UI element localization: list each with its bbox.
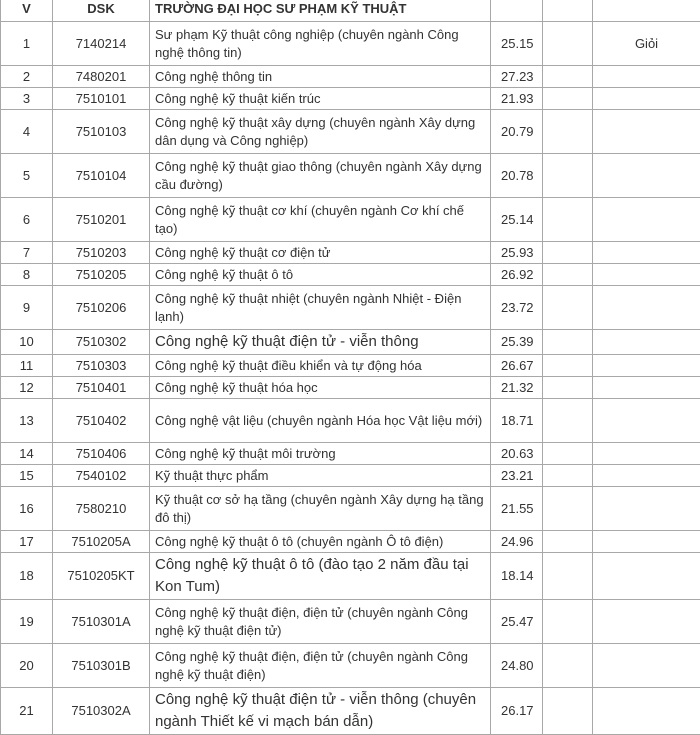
row-code: 7540102 — [53, 465, 150, 487]
header-v: V — [1, 0, 53, 22]
row-code: 7510301A — [53, 600, 150, 644]
table-row — [1, 553, 700, 600]
row-blank — [543, 264, 593, 286]
header-school: TRƯỜNG ĐẠI HỌC SƯ PHẠM KỸ THUẬT — [150, 0, 491, 22]
row-code: 7140214 — [53, 22, 150, 66]
row-note — [593, 286, 700, 330]
row-number: 21 — [1, 688, 53, 735]
row-blank — [543, 644, 593, 688]
row-blank — [543, 66, 593, 88]
row-score: 20.78 — [491, 154, 543, 198]
row-score: 23.21 — [491, 465, 543, 487]
row-major-name: Công nghệ kỹ thuật ô tô (chuyên ngành Ô tô điện) — [150, 531, 491, 553]
row-major-name: Công nghệ kỹ thuật điện, điện tử (chuyên ngành Công nghệ kỹ thuật điện) — [150, 644, 491, 688]
row-major-name: Công nghệ kỹ thuật giao thông (chuyên ngành Xây dựng cầu đường) — [150, 154, 491, 198]
table-row — [1, 355, 700, 377]
row-code: 7510402 — [53, 399, 150, 443]
row-score: 26.92 — [491, 264, 543, 286]
row-major-name: Công nghệ kỹ thuật xây dựng (chuyên ngành Xây dựng dân dụng và Công nghiệp) — [150, 110, 491, 154]
row-note — [593, 88, 700, 110]
row-number: 14 — [1, 443, 53, 465]
row-code: 7510104 — [53, 154, 150, 198]
row-code: 7510406 — [53, 443, 150, 465]
row-code: 7510303 — [53, 355, 150, 377]
row-note — [593, 330, 700, 355]
row-major-name: Công nghệ kỹ thuật môi trường — [150, 443, 491, 465]
row-blank — [543, 110, 593, 154]
row-code: 7510205KT — [53, 553, 150, 600]
row-score: 18.71 — [491, 399, 543, 443]
row-note — [593, 264, 700, 286]
row-code: 7510302A — [53, 688, 150, 735]
row-blank — [543, 443, 593, 465]
row-blank — [543, 399, 593, 443]
row-score: 24.96 — [491, 531, 543, 553]
row-score: 24.80 — [491, 644, 543, 688]
table-row — [1, 22, 700, 66]
row-number: 15 — [1, 465, 53, 487]
row-major-name: Công nghệ kỹ thuật kiến trúc — [150, 88, 491, 110]
row-blank — [543, 465, 593, 487]
table-row — [1, 66, 700, 88]
row-score: 21.32 — [491, 377, 543, 399]
row-code: 7480201 — [53, 66, 150, 88]
row-note — [593, 531, 700, 553]
row-blank — [543, 22, 593, 66]
row-note — [593, 553, 700, 600]
row-major-name: Công nghệ kỹ thuật điều khiển và tự động hóa — [150, 355, 491, 377]
row-major-name: Công nghệ kỹ thuật điện tử - viễn thông (chuyên ngành Thiết kế vi mạch bán dẫn) — [150, 688, 491, 735]
row-score: 27.23 — [491, 66, 543, 88]
row-note — [593, 487, 700, 531]
row-number: 10 — [1, 330, 53, 355]
row-number: 20 — [1, 644, 53, 688]
row-score: 21.55 — [491, 487, 543, 531]
table-row — [1, 443, 700, 465]
row-note — [593, 154, 700, 198]
row-number: 6 — [1, 198, 53, 242]
row-blank — [543, 242, 593, 264]
table-row — [1, 399, 700, 443]
row-code: 7580210 — [53, 487, 150, 531]
table-row — [1, 154, 700, 198]
table-row — [1, 88, 700, 110]
row-code: 7510301B — [53, 644, 150, 688]
row-blank — [543, 600, 593, 644]
row-number: 4 — [1, 110, 53, 154]
row-blank — [543, 88, 593, 110]
row-score: 20.79 — [491, 110, 543, 154]
row-number: 16 — [1, 487, 53, 531]
row-code: 7510101 — [53, 88, 150, 110]
row-major-name: Sư phạm Kỹ thuật công nghiệp (chuyên ngành Công nghệ thông tin) — [150, 22, 491, 66]
row-score: 26.17 — [491, 688, 543, 735]
header-dsk: DSK — [53, 0, 150, 22]
table-row — [1, 330, 700, 355]
row-blank — [543, 553, 593, 600]
table-row — [1, 644, 700, 688]
table-row — [1, 110, 700, 154]
row-code: 7510401 — [53, 377, 150, 399]
row-blank — [543, 286, 593, 330]
row-major-name: Công nghệ vật liệu (chuyên ngành Hóa học Vật liệu mới) — [150, 399, 491, 443]
row-score: 26.67 — [491, 355, 543, 377]
table-row — [1, 531, 700, 553]
header-blank-1 — [491, 0, 543, 22]
table-row — [1, 264, 700, 286]
row-score: 18.14 — [491, 553, 543, 600]
row-major-name: Công nghệ kỹ thuật ô tô (đào tạo 2 năm đầu tại Kon Tum) — [150, 553, 491, 600]
row-number: 13 — [1, 399, 53, 443]
row-number: 7 — [1, 242, 53, 264]
row-blank — [543, 688, 593, 735]
row-note — [593, 110, 700, 154]
row-note — [593, 355, 700, 377]
row-number: 1 — [1, 22, 53, 66]
row-note — [593, 688, 700, 735]
row-number: 19 — [1, 600, 53, 644]
row-note — [593, 465, 700, 487]
row-blank — [543, 330, 593, 355]
row-number: 11 — [1, 355, 53, 377]
row-major-name: Công nghệ kỹ thuật điện tử - viễn thông — [150, 330, 491, 355]
row-blank — [543, 377, 593, 399]
row-note — [593, 600, 700, 644]
row-note: Giỏi — [593, 22, 700, 66]
row-score: 25.93 — [491, 242, 543, 264]
row-score: 25.15 — [491, 22, 543, 66]
row-code: 7510205 — [53, 264, 150, 286]
row-blank — [543, 198, 593, 242]
row-major-name: Công nghệ kỹ thuật hóa học — [150, 377, 491, 399]
row-note — [593, 242, 700, 264]
row-major-name: Công nghệ kỹ thuật cơ điện tử — [150, 242, 491, 264]
row-note — [593, 66, 700, 88]
row-blank — [543, 531, 593, 553]
row-note — [593, 443, 700, 465]
row-note — [593, 377, 700, 399]
row-score: 23.72 — [491, 286, 543, 330]
row-number: 17 — [1, 531, 53, 553]
table-row — [1, 377, 700, 399]
row-major-name: Công nghệ thông tin — [150, 66, 491, 88]
table-row — [1, 242, 700, 264]
row-number: 9 — [1, 286, 53, 330]
table-row — [1, 198, 700, 242]
row-major-name: Công nghệ kỹ thuật ô tô — [150, 264, 491, 286]
row-code: 7510206 — [53, 286, 150, 330]
row-code: 7510203 — [53, 242, 150, 264]
table-row — [1, 688, 700, 735]
table-row — [1, 487, 700, 531]
row-blank — [543, 487, 593, 531]
table-row — [1, 465, 700, 487]
table-row — [1, 286, 700, 330]
row-number: 3 — [1, 88, 53, 110]
row-note — [593, 198, 700, 242]
row-major-name: Công nghệ kỹ thuật điện, điện tử (chuyên ngành Công nghệ kỹ thuật điện tử) — [150, 600, 491, 644]
row-note — [593, 644, 700, 688]
row-score: 21.93 — [491, 88, 543, 110]
row-score: 25.14 — [491, 198, 543, 242]
row-score: 25.47 — [491, 600, 543, 644]
row-code: 7510201 — [53, 198, 150, 242]
row-score: 20.63 — [491, 443, 543, 465]
row-code: 7510302 — [53, 330, 150, 355]
header-blank-3 — [593, 0, 700, 22]
row-code: 7510205A — [53, 531, 150, 553]
header-row — [1, 0, 700, 22]
row-number: 2 — [1, 66, 53, 88]
row-blank — [543, 154, 593, 198]
header-blank-2 — [543, 0, 593, 22]
row-major-name: Công nghệ kỹ thuật cơ khí (chuyên ngành Cơ khí chế tạo) — [150, 198, 491, 242]
row-code: 7510103 — [53, 110, 150, 154]
row-major-name: Kỹ thuật thực phẩm — [150, 465, 491, 487]
row-blank — [543, 355, 593, 377]
row-number: 12 — [1, 377, 53, 399]
row-major-name: Kỹ thuật cơ sở hạ tầng (chuyên ngành Xây dựng hạ tầng đô thị) — [150, 487, 491, 531]
row-number: 18 — [1, 553, 53, 600]
row-number: 5 — [1, 154, 53, 198]
row-note — [593, 399, 700, 443]
row-number: 8 — [1, 264, 53, 286]
table-row — [1, 600, 700, 644]
row-score: 25.39 — [491, 330, 543, 355]
row-major-name: Công nghệ kỹ thuật nhiệt (chuyên ngành Nhiệt - Điện lạnh) — [150, 286, 491, 330]
